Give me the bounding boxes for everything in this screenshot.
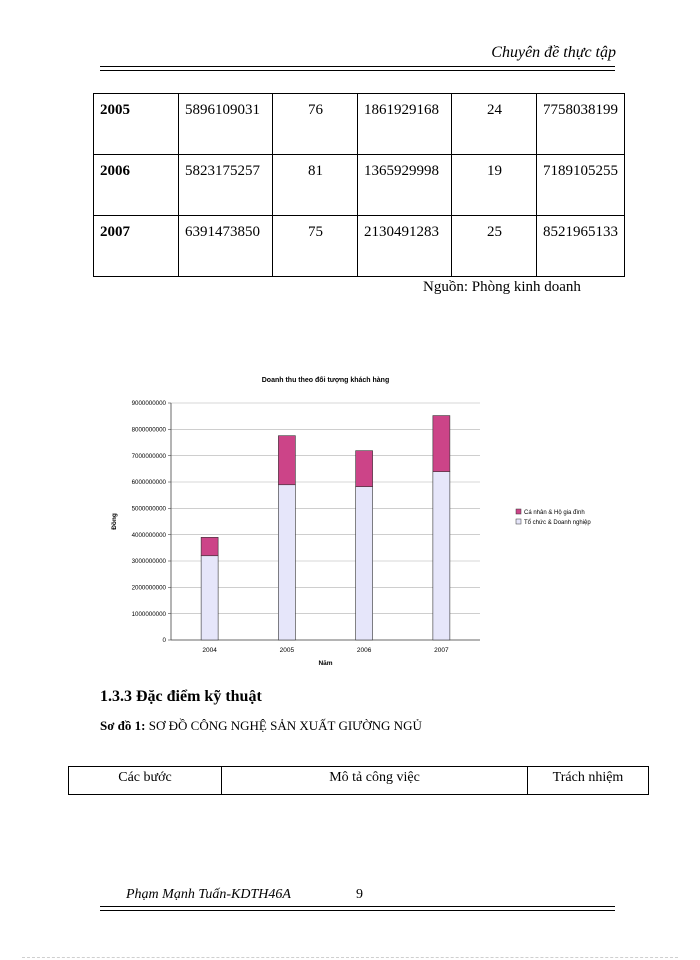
table-cell-year: 2007 <box>94 216 179 277</box>
x-tick-label: 2005 <box>279 647 295 654</box>
y-tick-label: 4000000000 <box>131 531 166 539</box>
page-edge-dashed-line <box>22 957 678 958</box>
table-source-note: Nguồn: Phòng kinh doanh <box>423 279 581 295</box>
bar-segment <box>278 485 295 640</box>
y-tick-label: 5000000000 <box>131 505 166 513</box>
footer-rule <box>100 906 615 911</box>
legend-label: Tổ chức & Doanh nghiệp <box>524 520 591 526</box>
table-cell: 1861929168 <box>358 94 452 155</box>
table-cell: 81 <box>273 155 358 216</box>
table-cell: 5823175257 <box>179 155 273 216</box>
table-cell: 1365929998 <box>358 155 452 216</box>
diagram-title: SƠ ĐỒ CÔNG NGHỆ SẢN XUẤT GIƯỜNG NGỦ <box>145 718 422 733</box>
table-cell: 6391473850 <box>179 216 273 277</box>
x-axis-title: Năm <box>318 660 333 667</box>
table-cell: 75 <box>273 216 358 277</box>
y-tick-label: 3000000000 <box>131 558 166 566</box>
header-rule <box>100 66 615 71</box>
table-row <box>94 155 625 216</box>
steps-table <box>68 766 649 795</box>
y-tick-label: 6000000000 <box>131 479 166 487</box>
footer-author: Phạm Mạnh Tuấn-KDTH46A <box>126 887 291 902</box>
table-cell: 24 <box>452 94 537 155</box>
bar-segment <box>433 472 450 640</box>
table-cell: 19 <box>452 155 537 216</box>
page-header-title: Chuyên đề thực tập <box>491 44 616 61</box>
table-header-row <box>69 767 649 795</box>
y-axis-title: Đồng <box>111 513 118 530</box>
table-cell: 7758038199 <box>537 94 625 155</box>
y-tick-label: 7000000000 <box>131 452 166 460</box>
section-heading: 1.3.3 Đặc điểm kỹ thuật <box>100 688 262 705</box>
chart-title: Doanh thu theo đối tượng khách hàng <box>261 377 390 384</box>
column-header-steps: Các bước <box>69 767 222 795</box>
x-tick-label: 2004 <box>202 647 217 654</box>
table-cell-year: 2005 <box>94 94 179 155</box>
column-header-description: Mô tả công việc <box>222 767 528 795</box>
bar-segment <box>201 537 218 555</box>
column-header-responsibility: Trách nhiệm <box>528 767 649 795</box>
table-cell: 76 <box>273 94 358 155</box>
x-tick-label: 2007 <box>434 647 449 654</box>
bar-segment <box>356 451 373 487</box>
y-tick-label: 0 <box>162 637 166 645</box>
table-row <box>94 216 625 277</box>
table-row <box>94 94 625 155</box>
x-tick-label: 2006 <box>356 647 372 654</box>
table-cell-year: 2006 <box>94 155 179 216</box>
legend-label: Cá nhân & Hộ gia đình <box>524 510 585 516</box>
table-cell: 7189105255 <box>537 155 625 216</box>
page-number: 9 <box>356 887 363 902</box>
diagram-caption <box>100 718 422 734</box>
table-cell: 2130491283 <box>358 216 452 277</box>
bar-segment <box>201 556 218 640</box>
revenue-stacked-bar-chart <box>108 370 628 670</box>
y-tick-label: 9000000000 <box>131 400 166 408</box>
diagram-label: Sơ đồ 1: <box>100 718 146 733</box>
bar-segment <box>278 436 295 485</box>
legend-swatch <box>516 519 521 524</box>
y-tick-label: 2000000000 <box>131 584 166 592</box>
revenue-table <box>93 93 625 277</box>
table-cell: 8521965133 <box>537 216 625 277</box>
table-cell: 5896109031 <box>179 94 273 155</box>
y-tick-label: 1000000000 <box>131 610 166 618</box>
bar-segment <box>356 487 373 640</box>
y-tick-label: 8000000000 <box>131 426 166 434</box>
legend-swatch <box>516 509 521 514</box>
bar-segment <box>433 416 450 472</box>
table-cell: 25 <box>452 216 537 277</box>
